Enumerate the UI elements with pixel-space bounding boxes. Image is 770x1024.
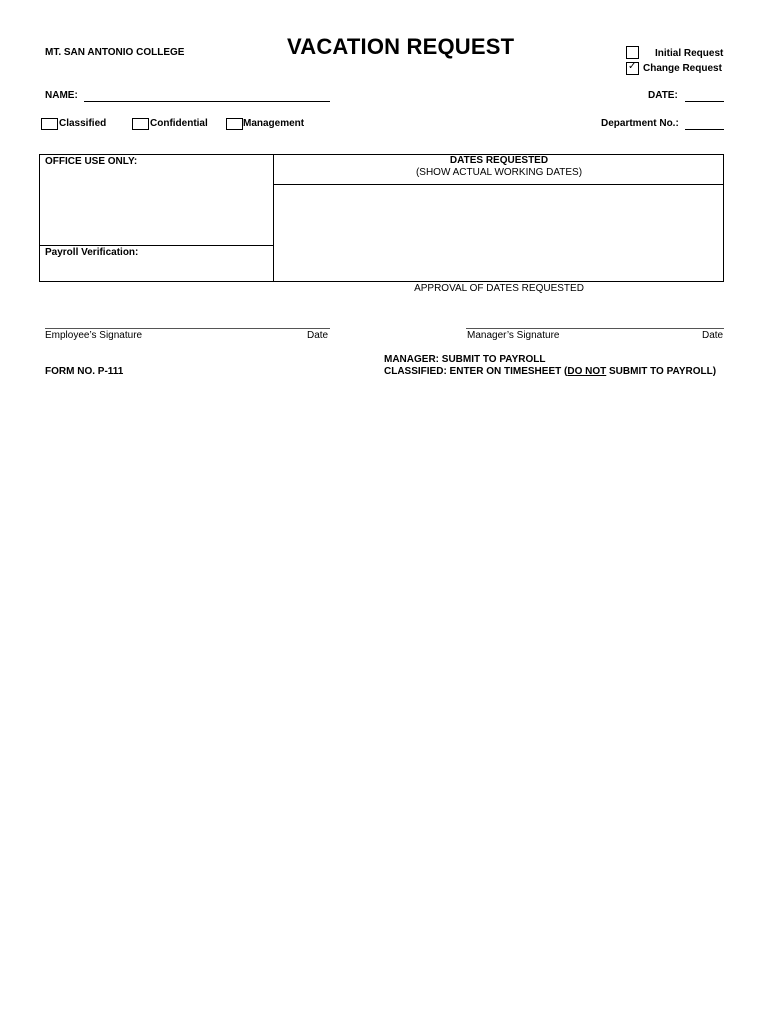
change-request-label: Change Request xyxy=(643,63,722,74)
do-not-emphasis: DO NOT xyxy=(567,366,607,377)
college-name: MT. SAN ANTONIO COLLEGE xyxy=(45,47,185,58)
employee-date-label: Date xyxy=(307,330,329,341)
form-number: FORM NO. P-111 xyxy=(45,366,124,377)
manager-date-label: Date xyxy=(702,330,724,341)
payroll-verification-label: Payroll Verification: xyxy=(45,247,139,258)
manager-signature-line[interactable] xyxy=(466,328,724,329)
initial-request-label: Initial Request xyxy=(655,48,724,59)
classified-instruction-prefix: CLASSIFIED: ENTER ON TIMESHEET ( xyxy=(384,366,568,377)
classified-checkbox[interactable] xyxy=(41,118,58,130)
name-label: NAME: xyxy=(45,90,78,101)
dates-requested-note: (SHOW ACTUAL WORKING DATES) xyxy=(415,167,583,178)
payroll-divider xyxy=(39,245,274,246)
management-label: Management xyxy=(243,118,305,129)
form-title: VACATION REQUEST xyxy=(287,34,515,59)
initial-request-checkbox[interactable] xyxy=(626,46,639,59)
date-label: DATE: xyxy=(648,90,678,101)
name-field[interactable] xyxy=(84,101,330,102)
department-label: Department No.: xyxy=(601,118,679,129)
approval-label: APPROVAL OF DATES REQUESTED xyxy=(414,283,584,294)
employee-signature-line[interactable] xyxy=(45,328,330,329)
confidential-label: Confidential xyxy=(150,118,208,129)
classified-label: Classified xyxy=(59,118,107,129)
classified-instruction-suffix: SUBMIT TO PAYROLL) xyxy=(606,366,717,377)
employee-signature-label: Employee’s Signature xyxy=(45,330,143,341)
table-bottom-border xyxy=(39,281,724,282)
management-checkbox[interactable] xyxy=(226,118,243,130)
classified-instruction xyxy=(384,366,716,377)
confidential-checkbox[interactable] xyxy=(132,118,149,130)
department-field[interactable] xyxy=(685,129,724,130)
manager-signature-label: Manager’s Signature xyxy=(467,330,560,341)
manager-instruction: MANAGER: SUBMIT TO PAYROLL xyxy=(384,354,546,365)
dates-requested-area[interactable] xyxy=(274,185,723,281)
table-left-border xyxy=(39,154,40,282)
date-field[interactable] xyxy=(685,101,724,102)
dates-requested-label: DATES REQUESTED xyxy=(449,155,549,166)
office-use-label: OFFICE USE ONLY: xyxy=(45,156,138,167)
change-request-checkbox[interactable] xyxy=(626,62,639,75)
